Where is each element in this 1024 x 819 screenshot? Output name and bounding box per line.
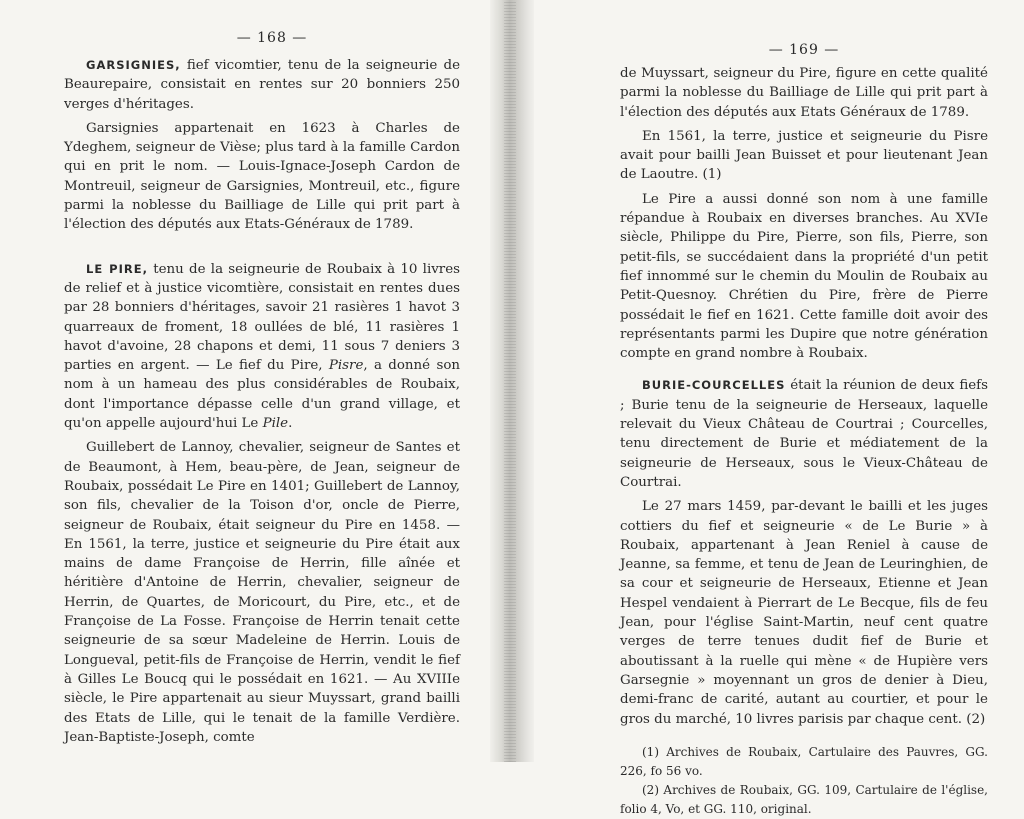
paragraph-1459: Le 27 mars 1459, par-devant le bailli et les juges cottiers du fief et seigneurie « de Le Burie » à Roubaix, appartenant à Jean Reniel à cause de Jeanne, sa femme, et tenu de Jean de Leuringhien, de sa cour et seigneurie de Herseaux, Etienne et Jean Hespel vendaient à Pierrart de Le Becque, fils de feu Jean, pour l'église Saint-Martin, neuf cent quatre verges de terre tenues dudit fief de Burie et aboutissant à la ruelle qui mène « de Hupière vers Garsegnie » moyennant un gros de denier à Dieu, demi-franc de carité, autant au courtier, et pour le gros du marché, 10 livres parisis par chaque cent. (2) <box>620 499 988 727</box>
garsignies-heading: GARSIGNIES, <box>86 58 181 72</box>
right-page <box>528 0 1024 816</box>
lannoy-paragraph: Guillebert de Lannoy, chevalier, seigneur de Santes et de Beaumont, à Hem, beau-père, de Jean, seigneur de Roubaix, possédait Le Pire en 1401; Guillebert de Lannoy, son fils, chevalier de la Toison d'or, oncle de Pierre, seigneur de Roubaix, était seigneur du Pire en 1458. — En 1561, la terre, justice et seigneurie du Pire était aux mains de dame Françoise de Herrin, fille aînée et héritière d'Antoine de Herrin, chevalier, seigneur de Herrin, de Quartes, de Moricourt, du Pire, etc., et de Françoise de La Fosse. Françoise de Herrin tenait cette seigneurie de sa sœur Madeleine de Herrin. Louis de Longueval, petit-fils de Françoise de Herrin, vendit le fief à Gilles Le Boucq qui le possédait en 1621. — Au XVIIIe siècle, le Pire appartenait au sieur Muyssart, grand bailli des Etats de Lille, qui le tenait de la famille Verdière. Jean-Baptiste-Joseph, comte <box>64 440 460 745</box>
burie-text: était la réunion de deux fiefs ; Burie tenu de la seigneurie de Herseaux, laquelle relevait du Vieux Château de Courtrai ; Courcelles, tenu directement de Burie et médiatement de la seigneurie de Herseaux, sous le Vieux-Château de Courtrai. <box>620 378 988 490</box>
page-number-left: — 168 — <box>236 30 308 46</box>
le-pire-italic-2: Pile <box>262 416 289 432</box>
section-gap <box>64 240 460 260</box>
continuation-paragraph: de Muyssart, seigneur du Pire, figure en cette qualité parmi la noblesse du Bailliage de Lille qui prit part à l'élection des députés aux Etats Généraux de 1789. <box>620 66 988 120</box>
le-pire-paragraph <box>64 260 460 434</box>
garsignies-text: fief vicomtier, tenu de la seigneurie de Beaurepaire, consistait en rentes sur 20 bonniers 250 verges d'héritages. <box>64 58 460 112</box>
le-pire-italic-1: Pisre <box>328 358 364 374</box>
footnote-1: (1) Archives de Roubaix, Cartulaire des Pauvres, GG. 226, fo 56 vo. <box>620 744 988 778</box>
burie-paragraph <box>620 376 988 492</box>
le-pire-text-2: , a donné son nom à un hameau des plus considérables de Roubaix, dont l'importance dépasse celle d'un grand village, et qu'on appelle aujourd'hui Le <box>64 358 461 432</box>
garsignies-history-paragraph: Garsignies appartenait en 1623 à Charles de Ydeghem, seigneur de Vièse; plus tard à la famille Cardon qui en prit le nom. — Louis-Ignace-Joseph Cardon de Montreuil, seigneur de Garsignies, Montreuil, etc., figure parmi la noblesse du Bailliage de Lille qui prit part à l'élection des députés aux Etats-Généraux de 1789. <box>64 120 460 233</box>
footnote-2: (2) Archives de Roubaix, GG. 109, Cartulaire de l'église, folio 4, Vo, et GG. 110, original. <box>620 782 988 816</box>
le-pire-heading: LE PIRE, <box>86 261 148 276</box>
le-pire-text-1: tenu de la seigneurie de Roubaix à 10 livres de relief et à justice vicomtière, consistait en rentes dues par 28 bonniers d'héritages, savoir 21 rasières 1 havot 3 quarreaux de froment, 18 oullées de blé, 11 rasières 1 havot d'avoine, 28 chapons et demi, 11 sous 7 deniers 3 parties en argent. — Le fief du Pire, <box>64 261 461 374</box>
burie-heading: BURIE-COURCELLES <box>642 378 786 393</box>
section-gap <box>620 368 988 376</box>
left-page <box>0 0 496 762</box>
paragraph-1561: En 1561, la terre, justice et seigneurie du Pisre avait pour bailli Jean Buisset et pour lieutenant Jean de Laoutre. (1) <box>620 128 988 183</box>
garsignies-paragraph <box>64 56 460 114</box>
page-number-right: — 169 — <box>768 42 840 58</box>
le-pire-text-3: . <box>288 416 293 432</box>
footnotes <box>620 743 988 819</box>
family-paragraph: Le Pire a aussi donné son nom à une famille répandue à Roubaix en diverses branches. Au XVIe siècle, Philippe du Pire, Pierre, son fils, Pierre, son petit-fils, se succédaient dans la propriété d'un petit fief innommé sur le chemin du Moulin de Roubaix au Petit-Quesnoy. Chrétien du Pire, frère de Pierre possédait le fief en 1621. Cette famille doit avoir des représentants parmi les Dupire que notre génération compte en grand nombre à Roubaix. <box>620 191 988 362</box>
